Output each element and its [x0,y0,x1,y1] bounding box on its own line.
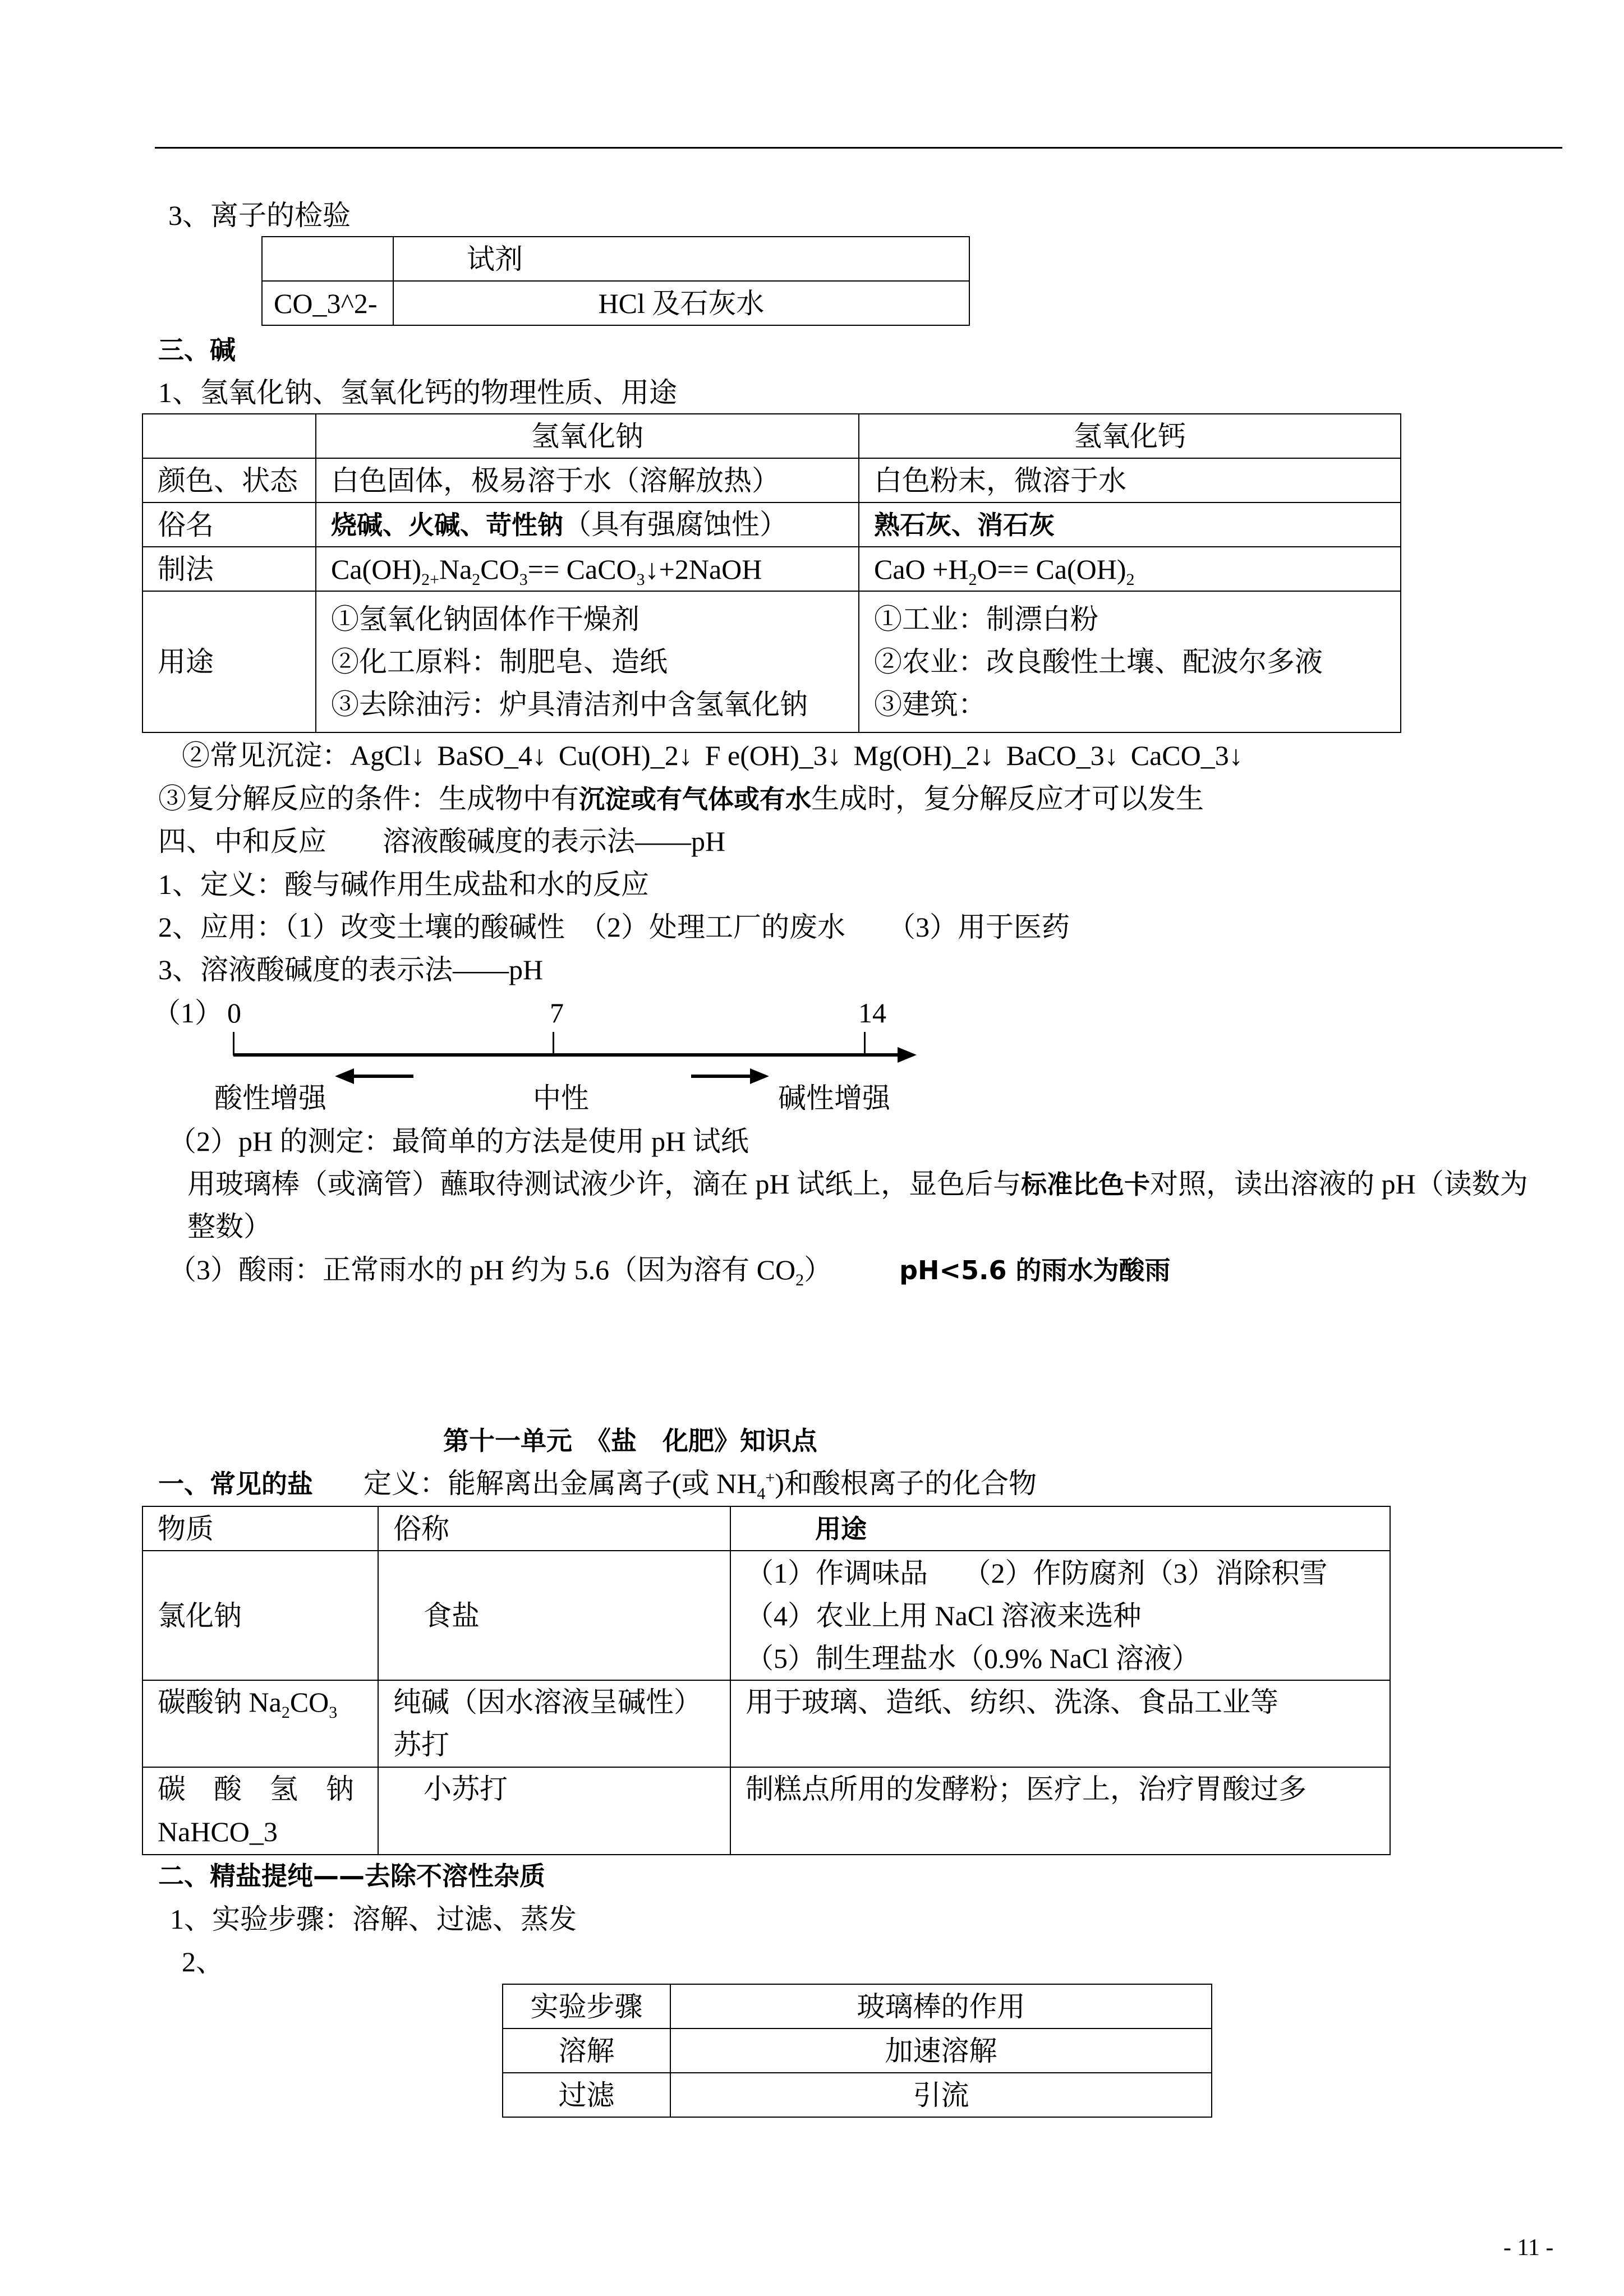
text: 碳 酸 氢 钠 [158,1773,354,1805]
use-line: （1）作调味品 （2）作防腐剂（3）消除积雪 [746,1557,1328,1589]
ph-method-wrap: 整数） [187,1211,272,1242]
precipitate: Mg(OH)_2↓ [853,740,994,771]
salt-table [142,1506,1391,1855]
text: 定义：能解离出金属离子(或 $NH_4^+$)和酸根离子的化合物 [364,1468,1037,1503]
text: 生成时，复分解反应才可以发生 [811,783,1204,814]
header: 用途 [730,1506,1390,1551]
scale-prefix: （1） [153,997,223,1029]
acid-rain: （3）酸雨：正常雨水的 pH 约为 5.6（因为溶有 $CO_2$） [168,1254,832,1289]
cell: 加速溶解 [670,2028,1212,2073]
cell: 引流 [670,2073,1212,2117]
use-line: （4）农业上用 NaCl 溶液来选种 [746,1599,1142,1631]
definition: 1、定义：酸与碱作用生成盐和水的反应 [158,869,649,900]
bold-text: 标准比色卡 [1021,1169,1151,1200]
precipitate: AgCl↓ [350,740,425,771]
steps: 1、实验步骤：溶解、过滤、蒸发 [170,1903,577,1935]
salt-heading-line [158,1467,1037,1501]
cell [316,591,859,732]
application: 2、应用：（1）改变土壤的酸碱性 （2）处理工厂的废水 （3）用于医药 [158,911,1070,943]
header: 实验步骤 [503,1984,670,2028]
text: 用玻璃棒（或滴管）蘸取待测试液少许，滴在 pH 试纸上，显色后与 [187,1168,1022,1200]
acid-rain-bold: pH<5.6 的雨水为酸雨 [899,1255,1171,1285]
precipitate: CaCO_3↓ [1130,740,1243,771]
cell [142,1767,378,1855]
precipitates-line [182,739,1243,772]
ph-heading: 3、溶液酸碱度的表示法——pH [158,954,544,985]
text: 纯碱（因水溶液呈碱性） [393,1686,702,1718]
cell [859,591,1401,732]
ph-method [187,1167,1528,1201]
cell: 用于玻璃、造纸、纺织、洗涤、食品工业等 [730,1680,1390,1767]
cell: 碳酸钠 $Na_2CO_3$ [142,1680,378,1767]
cell: 小苏打 [378,1767,730,1855]
reagent-cell: HCl 及石灰水 [393,281,969,325]
neutral-label: 中性 [533,1082,589,1114]
precipitate: BaSO_4↓ [437,740,546,771]
tick [553,1032,554,1055]
base-sub-heading: 1、氢氧化钠、氢氧化钙的物理性质、用途 [158,377,677,408]
acid-label: 酸性增强 [214,1082,326,1114]
cell: 过滤 [503,2073,670,2117]
neutralization-heading: 四、中和反应 溶液酸碱度的表示法——pH [158,826,726,857]
cell: CaO $+H_2O== Ca(OH)_2$ [859,547,1401,591]
axis-line [233,1053,907,1057]
text: ③复分解反应的条件：生成物中有 [158,783,579,814]
header-rule [155,147,1562,149]
header: 俗称 [378,1506,730,1551]
ph-measure: （2）pH 的测定：最简单的方法是使用 pH 试纸 [168,1126,749,1157]
use-line: ①氢氧化钠固体作干燥剂 [331,603,640,635]
right-arrow-icon [750,1068,769,1084]
tick-label-7: 7 [550,997,564,1029]
cell: 熟石灰、消石灰 [859,502,1401,547]
ion-test-heading: 3、离子的检验 [168,200,351,231]
precipitate: Cu(OH)_2↓ [558,740,693,771]
cell [316,502,859,547]
text: 对照，读出溶液的 pH（读数为 [1150,1168,1528,1200]
label: ②常见沉淀： [182,740,350,771]
section-heading-base: 三、碱 [158,335,236,365]
header: 物质 [142,1506,378,1551]
cell: 溶解 [503,2028,670,2073]
cell: 氯化钠 [142,1551,378,1680]
tick-label-0: 0 [227,997,241,1029]
text: 苏打 [393,1729,449,1760]
cell: 制糕点所用的发酵粉；医疗上，治疗胃酸过多 [730,1767,1390,1855]
use-line: ①工业：制漂白粉 [874,603,1098,635]
bold-text: 一、常见的盐 [158,1469,313,1499]
left-arrow-shaft [351,1075,413,1078]
alkali-label: 碱性增强 [778,1082,890,1114]
row-label: 俗名 [142,502,316,547]
tick [233,1032,234,1055]
unit-title: 第十一单元 《盐 化肥》知识点 [443,1426,817,1456]
precipitate: F e(OH)_3↓ [705,740,841,771]
double-decomposition-condition [158,782,1204,816]
glass-rod-table [502,1984,1212,2118]
base-properties-table [142,413,1401,733]
cell: 白色固体，极易溶于水（溶解放热） [316,458,859,502]
header-naoh: 氢氧化钠 [316,414,859,458]
bold-text: 沉淀或有气体或有水 [579,784,811,814]
cell: 食盐 [378,1551,730,1680]
axis-arrowhead [898,1047,917,1063]
cell [730,1551,1390,1680]
text: （具有强腐蚀性） [563,509,788,540]
header-caoh: 氢氧化钙 [859,414,1401,458]
use-line: ③去除油污：炉具清洁剂中含氢氧化钠 [331,689,808,720]
item-2: 2、 [182,1946,224,1977]
page-number: - 11 - [1503,2235,1554,2261]
tick [864,1032,866,1055]
blank-cell [262,237,393,281]
ion-cell: CO_3^2- [262,281,393,325]
row-label: 用途 [142,591,316,732]
bold-text: 烧碱、火碱、苛性钠 [331,510,563,540]
acid-rain-line [168,1253,1171,1287]
right-arrow-shaft [691,1075,753,1078]
row-label: 颜色、状态 [142,458,316,502]
col-header: 试剂 [393,237,969,281]
cell: 白色粉末，微溶于水 [859,458,1401,502]
cell [378,1680,730,1767]
purify-heading: 二、精盐提纯——去除不溶性杂质 [158,1861,545,1891]
precipitate: BaCO_3↓ [1006,740,1119,771]
use-line: （5）制生理盐水（0.9% NaCl 溶液） [746,1642,1200,1674]
use-line: ②化工原料：制肥皂、造纸 [331,646,668,677]
header: 玻璃棒的作用 [670,1984,1212,2028]
ion-test-table [261,236,970,326]
row-label: 制法 [142,547,316,591]
header-blank [142,414,316,458]
use-line: ②农业：改良酸性土壤、配波尔多液 [874,646,1323,677]
text: NaHCO_3 [158,1816,278,1847]
cell: $Ca(OH)_{2+}Na_2CO_3==$ CaCO$_3$↓+2NaOH [316,547,859,591]
tick-label-14: 14 [858,997,886,1029]
use-line: ③建筑： [874,689,986,720]
